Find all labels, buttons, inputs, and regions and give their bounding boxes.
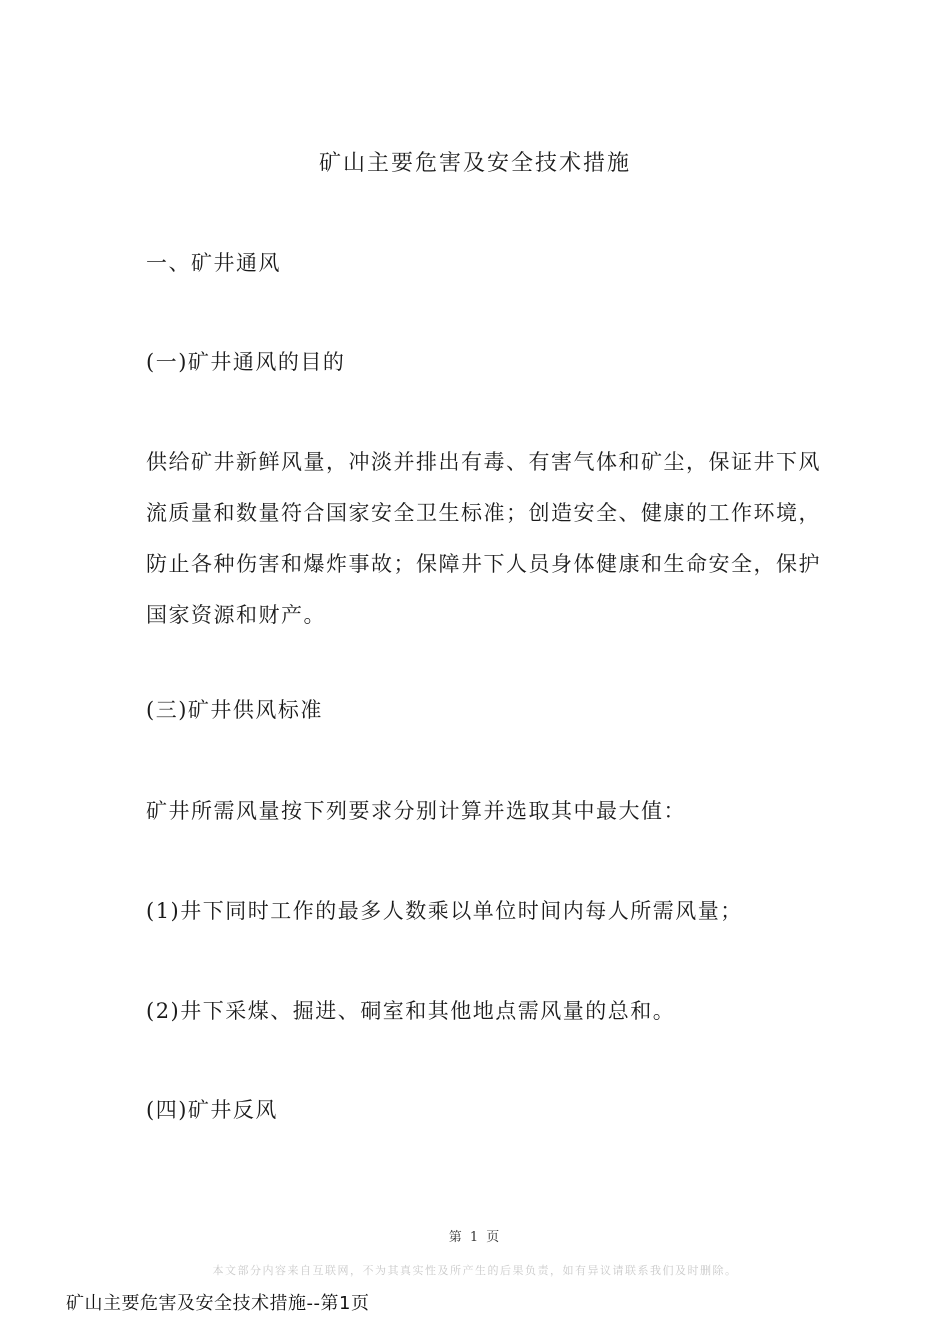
- standard-item-1: (1)井下同时工作的最多人数乘以单位时间内每人所需风量；: [146, 899, 743, 923]
- subsection-heading-reverse: (四)矿井反风: [146, 1098, 278, 1122]
- paragraph-line: 国家资源和财产。: [146, 603, 326, 627]
- paragraph-line: 流质量和数量符合国家安全卫生标准；创造安全、健康的工作环境，: [146, 501, 821, 525]
- section-heading-ventilation: 一、矿井通风: [146, 251, 281, 275]
- subsection-heading-standard: (三)矿井供风标准: [146, 698, 323, 722]
- subsection-heading-purpose: (一)矿井通风的目的: [146, 350, 346, 374]
- footer-label: 矿山主要危害及安全技术措施--第1页: [66, 1293, 370, 1314]
- purpose-paragraph: [146, 448, 821, 652]
- standard-item-2: (2)井下采煤、掘进、硐室和其他地点需风量的总和。: [146, 999, 676, 1023]
- standard-intro-text: 矿井所需风量按下列要求分别计算并选取其中最大值：: [146, 799, 686, 823]
- paragraph-line: 防止各种伤害和爆炸事故；保障井下人员身体健康和生命安全，保护: [146, 552, 821, 576]
- disclaimer-text: 本文部分内容来自互联网，不为其真实性及所产生的后果负责，如有异议请联系我们及时删除。: [212, 1264, 738, 1277]
- paragraph-line: 供给矿井新鲜风量，冲淡并排出有毒、有害气体和矿尘，保证井下风: [146, 450, 821, 474]
- page-number: 第 1 页: [448, 1230, 502, 1245]
- document-title: 矿山主要危害及安全技术措施: [318, 151, 631, 176]
